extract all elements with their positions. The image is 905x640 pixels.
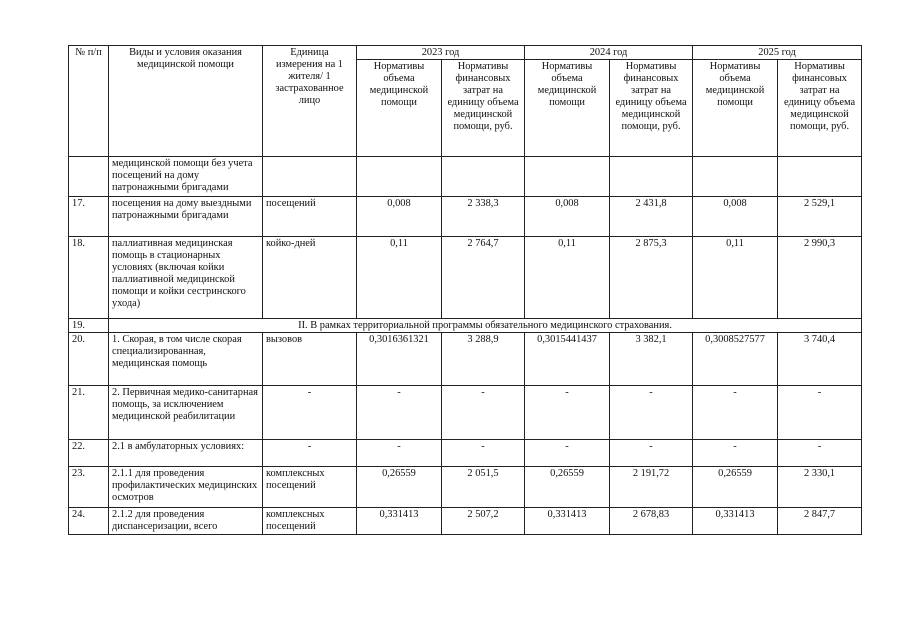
cost-2025: 2 847,7 [778,508,862,535]
table-row [69,157,862,197]
section-title: II. В рамках территориальной программы обязательного медицинского страхования. [109,319,862,333]
header-year-2023: 2023 год [357,46,525,60]
row-description: медицинской помощи без учета посещений на дому патронажными бригадами [109,157,263,197]
volume-2023: 0,008 [357,197,442,237]
row-description: 1. Скорая, в том числе скорая специализированная, медицинская помощь [109,333,263,386]
cost-2024 [610,157,693,197]
volume-2024: 0,26559 [525,467,610,508]
cost-2025: - [778,386,862,440]
volume-2025 [693,157,778,197]
cost-2023: - [442,386,525,440]
volume-2025: 0,331413 [693,508,778,535]
row-number: 23. [69,467,109,508]
row-number [69,157,109,197]
table-row [69,440,862,467]
table-row [69,197,862,237]
cost-2025: 2 330,1 [778,467,862,508]
cost-2023: - [442,440,525,467]
cost-2023: 2 338,3 [442,197,525,237]
row-description: 2. Первичная медико-санитарная помощь, за исключением медицинской реабилитации [109,386,263,440]
cost-2024: 2 875,3 [610,237,693,319]
row-number: 24. [69,508,109,535]
table-row [69,386,862,440]
volume-2024: - [525,386,610,440]
volume-2025: 0,11 [693,237,778,319]
row-unit: койко-дней [263,237,357,319]
volume-2023: 0,11 [357,237,442,319]
row-number: 17. [69,197,109,237]
row-unit: комплексных посещений [263,467,357,508]
row-description: посещения на дому выездными патронажными бригадами [109,197,263,237]
row-unit: посещений [263,197,357,237]
volume-2023 [357,157,442,197]
row-description: 2.1.2 для проведения диспансеризации, всего [109,508,263,535]
header-types: Виды и условия оказания медицинской помощи [109,46,263,157]
volume-2023: 0,3016361321 [357,333,442,386]
volume-2024 [525,157,610,197]
row-unit: комплексных посещений [263,508,357,535]
table-row [69,467,862,508]
medical-care-norms-table [68,45,862,535]
volume-2024: 0,11 [525,237,610,319]
header-unit: Единица измерения на 1 жителя/ 1 застрахованное лицо [263,46,357,157]
cost-2025: 2 990,3 [778,237,862,319]
volume-2025: 0,3008527577 [693,333,778,386]
section-row [69,319,862,333]
cost-2025: 3 740,4 [778,333,862,386]
table-row [69,237,862,319]
cost-2023: 2 051,5 [442,467,525,508]
row-description: 2.1.1 для проведения профилактических медицинских осмотров [109,467,263,508]
row-number: 22. [69,440,109,467]
row-number: 18. [69,237,109,319]
header-year-2024: 2024 год [525,46,693,60]
cost-2025: - [778,440,862,467]
cost-2023 [442,157,525,197]
cost-2025: 2 529,1 [778,197,862,237]
row-unit: - [263,440,357,467]
cost-2023: 2 507,2 [442,508,525,535]
volume-2023: 0,26559 [357,467,442,508]
row-number: 19. [69,319,109,333]
cost-2024: - [610,440,693,467]
header-volume-2025: Нормативы объема медицинской помощи [693,60,778,157]
row-description: 2.1 в амбулаторных условиях: [109,440,263,467]
row-number: 20. [69,333,109,386]
cost-2024: 3 382,1 [610,333,693,386]
volume-2025: 0,26559 [693,467,778,508]
table-row [69,333,862,386]
volume-2024: 0,008 [525,197,610,237]
volume-2023: 0,331413 [357,508,442,535]
volume-2024: 0,3015441437 [525,333,610,386]
volume-2024: - [525,440,610,467]
cost-2023: 3 288,9 [442,333,525,386]
header-volume-2023: Нормативы объема медицинской помощи [357,60,442,157]
table-row [69,508,862,535]
volume-2023: - [357,386,442,440]
row-number: 21. [69,386,109,440]
header-volume-2024: Нормативы объема медицинской помощи [525,60,610,157]
row-description: паллиативная медицинская помощь в стационарных условиях (включая койки паллиативной медицинской помощи и койки сестринского ухода) [109,237,263,319]
header-cost-2025: Нормативы финансовых затрат на единицу объема медицинской помощи, руб. [778,60,862,157]
cost-2024: 2 191,72 [610,467,693,508]
header-cost-2024: Нормативы финансовых затрат на единицу объема медицинской помощи, руб. [610,60,693,157]
header-num: № п/п [69,46,109,157]
row-unit: - [263,386,357,440]
header-cost-2023: Нормативы финансовых затрат на единицу объема медицинской помощи, руб. [442,60,525,157]
row-unit [263,157,357,197]
volume-2025: 0,008 [693,197,778,237]
volume-2025: - [693,440,778,467]
cost-2023: 2 764,7 [442,237,525,319]
volume-2025: - [693,386,778,440]
volume-2023: - [357,440,442,467]
cost-2025 [778,157,862,197]
cost-2024: 2 431,8 [610,197,693,237]
header-row-years [69,46,862,60]
row-unit: вызовов [263,333,357,386]
cost-2024: - [610,386,693,440]
header-year-2025: 2025 год [693,46,862,60]
volume-2024: 0,331413 [525,508,610,535]
cost-2024: 2 678,83 [610,508,693,535]
